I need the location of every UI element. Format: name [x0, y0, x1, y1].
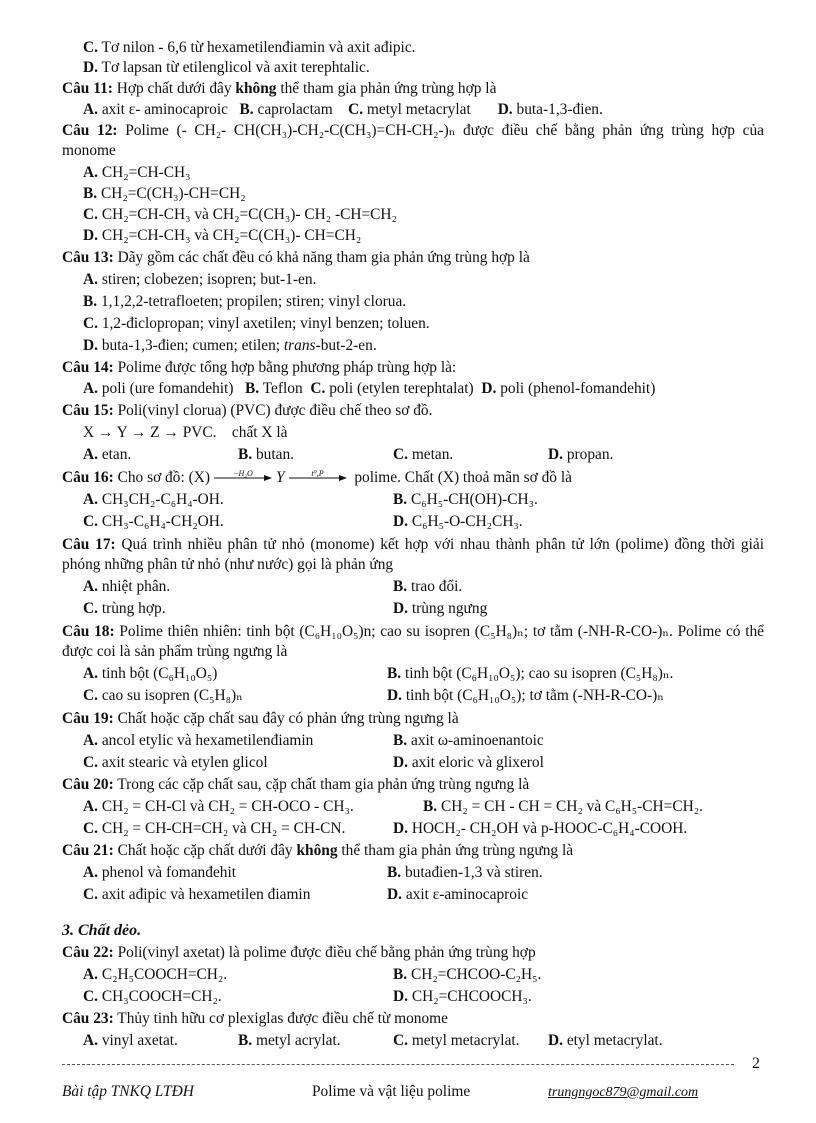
option-c: C. Tơ nilon - 6,6 từ hexametilenđiamin và axit ađipic. — [83, 39, 416, 56]
q18-option-b: B. tinh bột (C₆H₁₀O₅); cao su isopren (C₅H₈)ₙ. — [387, 665, 674, 682]
q22-option-d: D. CH₂=CHCOOCH₃. — [393, 988, 532, 1005]
question-22: Câu 22: Poli(vinyl axetat) là polime được điều chế bằng phản ứng trùng hợp — [62, 944, 536, 961]
q17-option-a: A. nhiệt phân. — [83, 578, 171, 595]
question-15: Câu 15: Poli(vinyl clorua) (PVC) được điều chế theo sơ đồ. — [62, 402, 433, 419]
option-d: D. Tơ lapsan từ etilenglicol và axit terephtalic. — [83, 59, 370, 76]
q12-option-c: C. CH₂=CH-CH₃ và CH₂=C(CH₃)- CH₂ -CH=CH₂ — [83, 206, 397, 223]
question-21: Câu 21: Chất hoặc cặp chất dưới đây không thể tham gia phản ứng trùng ngưng là — [62, 842, 574, 859]
footer-email[interactable] — [548, 1083, 698, 1101]
q13-option-a: A. stiren; clobezen; isopren; but-1-en. — [83, 271, 317, 288]
q18-option-c: C. cao su isopren (C₅H₈)ₙ — [83, 687, 243, 704]
question-19: Câu 19: Chất hoặc cặp chất sau đây có phản ứng trùng ngưng là — [62, 710, 459, 727]
q21-option-c: C. axit ađipic và hexametilen điamin — [83, 886, 311, 903]
q18-option-d: D. tinh bột (C₆H₁₀O₅); tơ tằm (-NH-R-CO-)ₙ — [387, 687, 664, 704]
q23-option-b: B. metyl acrylat. — [238, 1032, 341, 1049]
q13-option-d: D. buta-1,3-đien; cumen; etilen; trans-but-2-en. — [83, 337, 377, 354]
question-13: Câu 13: Dãy gồm các chất đều có khả năng tham gia phản ứng trùng hợp là — [62, 249, 530, 266]
q21-option-a: A. phenol và fomanđehit — [83, 864, 237, 881]
q18-option-a: A. tinh bột (C₆H₁₀O₅) — [83, 665, 218, 682]
reaction-arrow-icon: −H₂O — [214, 472, 272, 484]
q19-option-d: D. axit eloric và glixerol — [393, 754, 544, 771]
q15-option-c: C. metan. — [393, 446, 454, 463]
q17-option-b: B. trao đổi. — [393, 578, 463, 595]
q23-option-a: A. vinyl axetat. — [83, 1032, 178, 1049]
q13-option-c: C. 1,2-điclopropan; vinyl axetilen; vinyl benzen; toluen. — [83, 315, 430, 332]
q12-option-b: B. CH₂=C(CH₃)-CH=CH₂ — [83, 185, 246, 202]
q20-option-c: C. CH₂ = CH-CH=CH₂ và CH₂ = CH-CN. — [83, 820, 346, 837]
footer-left: Bài tập TNKQ LTĐH — [62, 1083, 194, 1100]
q16-option-a: A. CH₃CH₂-C₆H₄-OH. — [83, 491, 224, 508]
question-14: Câu 14: Polime được tổng hợp bằng phương pháp trùng hợp là: — [62, 359, 457, 376]
question-17: Câu 17: Quá trình nhiều phân tử nhỏ (monome) kết hợp với nhau thành phân tử lớn (polime) đồng thời giải phóng những phân tử nhỏ (như nước) gọi là phản ứng — [62, 536, 764, 573]
section-heading: 3. Chất dẻo. — [62, 922, 142, 939]
q12-option-d: D. CH₂=CH-CH₃ và CH₂=C(CH₃)- CH=CH₂ — [83, 227, 362, 244]
reaction-arrow-icon: t⁰,P — [289, 472, 347, 484]
q23-option-d: D. etyl metacrylat. — [548, 1032, 663, 1049]
question-18: Câu 18: Polime thiên nhiên: tinh bột (C₆H₁₀O₅)n; cao su isopren (C₅H₈)ₙ; tơ tằm (-NH-R-CO-)ₙ. Polime có thể được coi là sản phẩm trùng ngưng là — [62, 623, 764, 660]
q23-option-c: C. metyl metacrylat. — [393, 1032, 520, 1049]
question-16: Câu 16: Cho sơ đồ: (X) −H₂O Y t⁰,P polime. Chất (X) thoả mãn sơ đồ là — [62, 469, 572, 486]
q14-options: A. poli (ure fomandehit) B. Teflon C. poli (etylen terephtalat) D. poli (phenol-fomandehit) — [83, 380, 656, 397]
q16-option-b: B. C₆H₅-CH(OH)-CH₃. — [393, 491, 538, 508]
question-20: Câu 20: Trong các cặp chất sau, cặp chất tham gia phản ứng trùng ngưng là — [62, 776, 530, 793]
footer-divider — [62, 1064, 734, 1065]
question-23: Câu 23: Thủy tinh hữu cơ plexiglas được điều chế từ monome — [62, 1010, 448, 1027]
q17-option-c: C. trùng hợp. — [83, 600, 166, 617]
q19-option-c: C. axit stearic và etylen glicol — [83, 754, 268, 771]
q11-options: A. axit ε- aminocaproic B. caprolactam C. metyl metacrylat D. buta-1,3-đien. — [83, 101, 603, 118]
q12-option-a: A. CH₂=CH-CH₃ — [83, 164, 191, 181]
q16-option-d: D. C₆H₅-O-CH₂CH₃. — [393, 513, 523, 530]
q15-option-a: A. etan. — [83, 446, 132, 463]
q20-option-b: B. CH₂ = CH - CH = CH₂ và C₆H₅-CH=CH₂. — [423, 798, 703, 815]
q13-option-b: B. 1,1,2,2-tetrafloeten; propilen; stiren; vinyl clorua. — [83, 293, 407, 310]
q21-option-d: D. axit ε-aminocaproic — [387, 886, 529, 903]
q15-scheme: X → Y → Z → PVC. chất X là — [83, 424, 288, 441]
q15-option-d: D. propan. — [548, 446, 614, 463]
q17-option-d: D. trùng ngưng — [393, 600, 488, 617]
q19-option-a: A. ancol etylic và hexametilenđiamin — [83, 732, 314, 749]
q19-option-b: B. axit ω-aminoenantoic — [393, 732, 544, 749]
q20-option-a: A. CH₂ = CH-Cl và CH₂ = CH-OCO - CH₃. — [83, 798, 354, 815]
question-12: Câu 12: Polime (- CH₂- CH(CH₃)-CH₂-C(CH₃)=CH-CH₂-)ₙ được điều chế bằng phản ứng trùng hợp của monome — [62, 122, 765, 159]
page-number: 2 — [752, 1055, 760, 1072]
footer-title: Polime và vật liệu polime — [312, 1083, 471, 1100]
question-11: Câu 11: Hợp chất dưới đây không thể tham gia phản ứng trùng hợp là — [62, 80, 497, 97]
q16-option-c: C. CH₃-C₆H₄-CH₂OH. — [83, 513, 224, 530]
q15-option-b: B. butan. — [238, 446, 295, 463]
q22-option-b: B. CH₂=CHCOO-C₂H₅. — [393, 966, 542, 983]
email-link[interactable]: trungngoc879@gmail.com — [548, 1085, 699, 1100]
q22-option-a: A. C₂H₅COOCH=CH₂. — [83, 966, 228, 983]
q22-option-c: C. CH₃COOCH=CH₂. — [83, 988, 222, 1005]
q21-option-b: B. butađien-1,3 và stiren. — [387, 864, 543, 881]
q20-option-d: D. HOCH₂- CH₂OH và p-HOOC-C₆H₄-COOH. — [393, 820, 688, 837]
